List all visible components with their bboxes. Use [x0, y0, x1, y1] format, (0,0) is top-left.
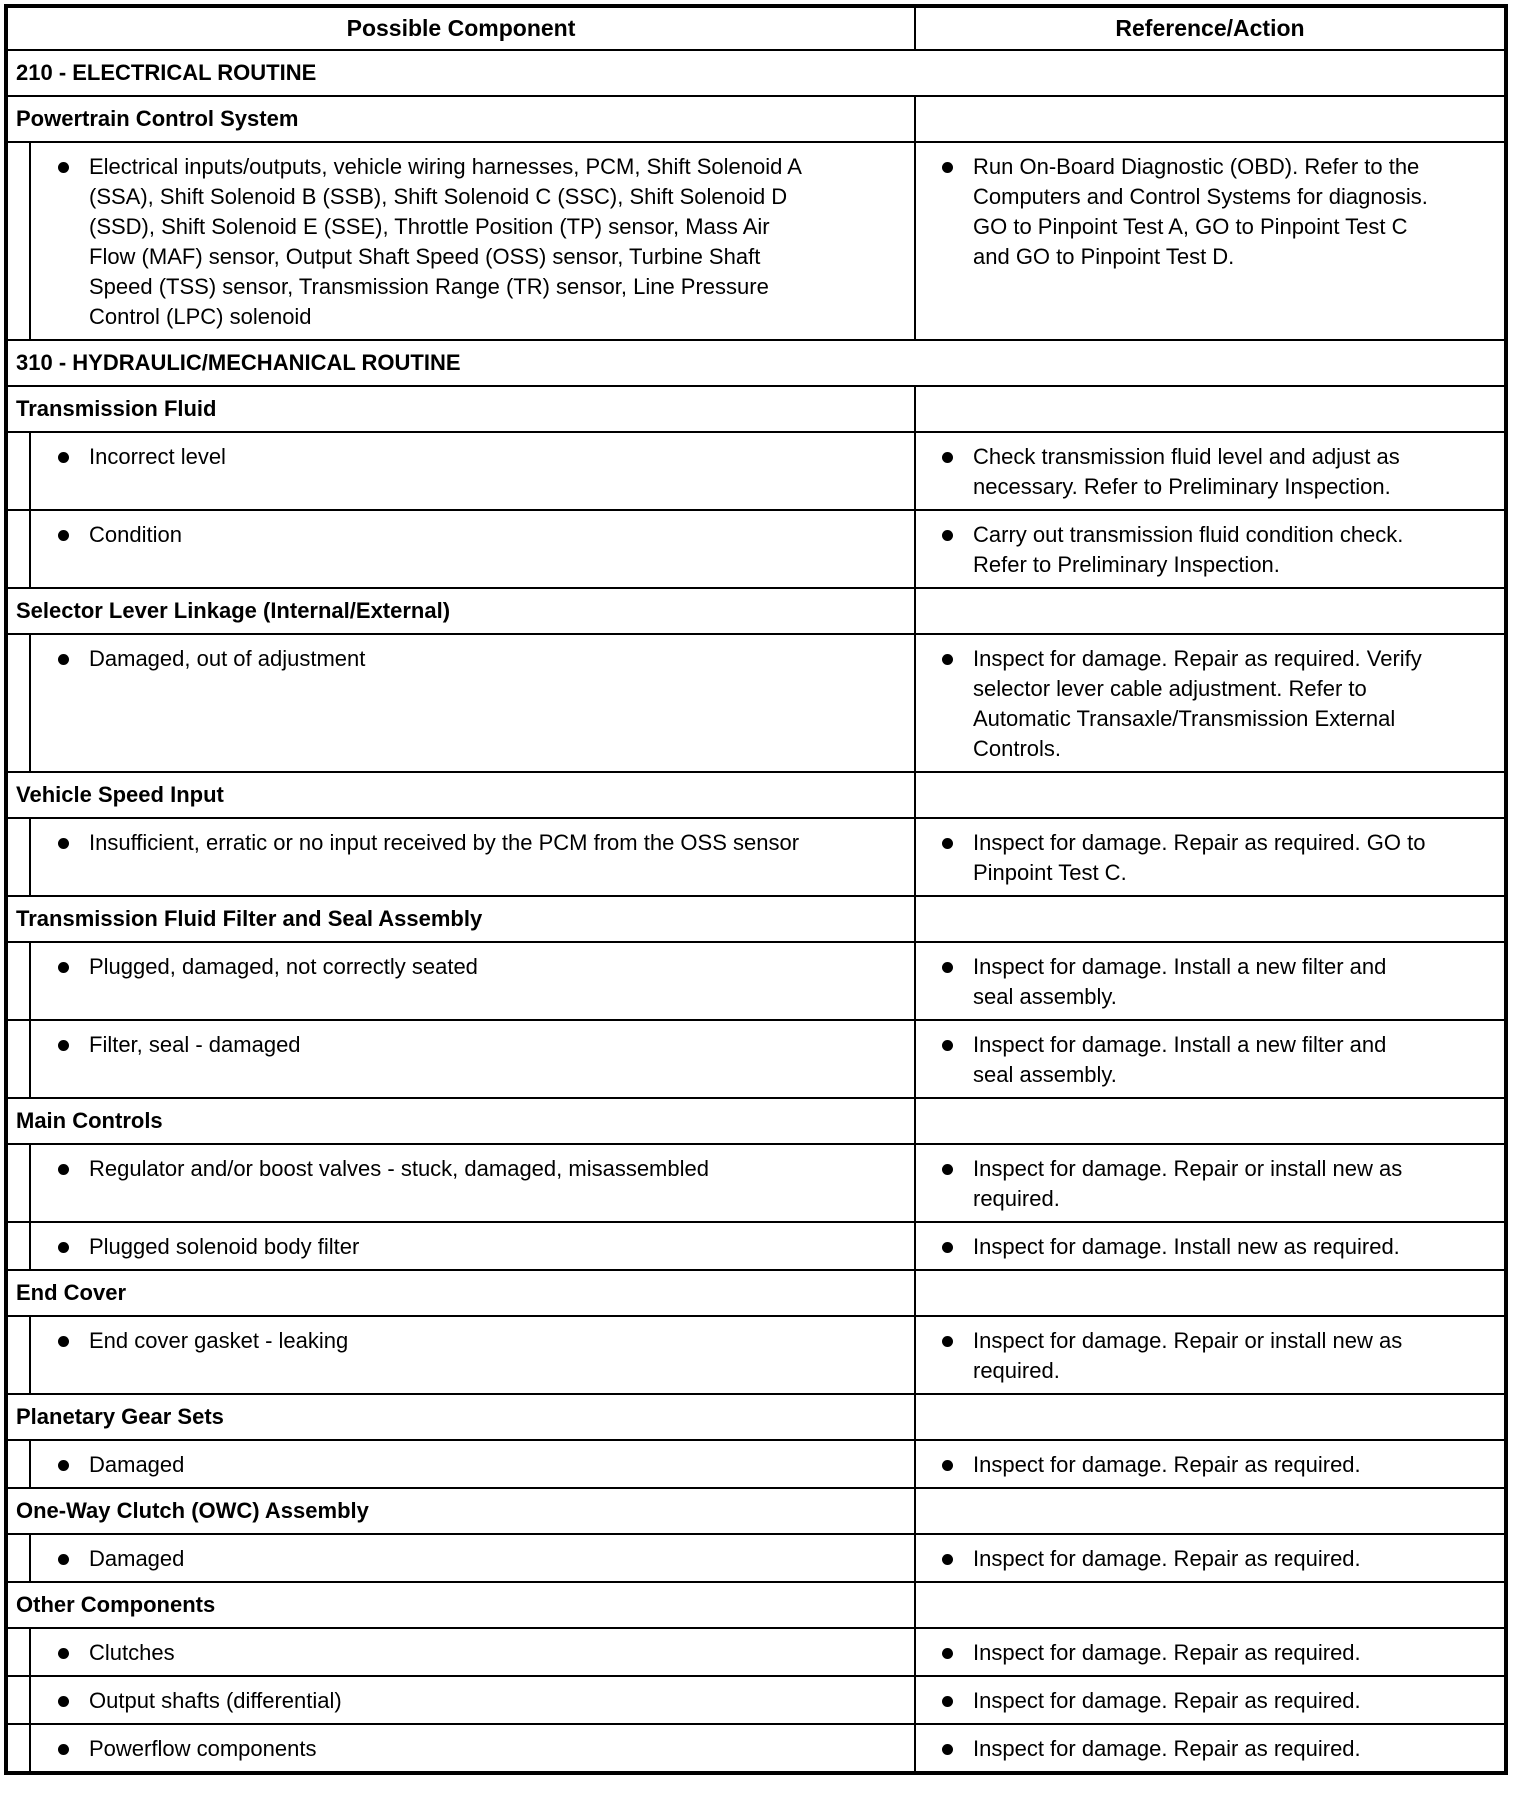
component-group-row — [8, 1489, 1504, 1535]
section-heading: 310 - HYDRAULIC/MECHANICAL ROUTINE — [16, 350, 461, 375]
reference-action-cell — [916, 1535, 1504, 1581]
bullet-icon — [942, 1460, 953, 1471]
text-line: Flow (MAF) sensor, Output Shaft Speed (OSS) sensor, Turbine Shaft — [89, 244, 761, 269]
text-line: Run On-Board Diagnostic (OBD). Refer to the — [973, 154, 1420, 179]
component-bullet-item — [8, 1232, 914, 1262]
possible-component-cell — [8, 1223, 916, 1269]
text-line: Inspect for damage. Install a new filter and — [973, 1032, 1387, 1057]
text-line: Check transmission fluid level and adjust as — [973, 444, 1400, 469]
empty-action-cell — [916, 1271, 1504, 1315]
component-group-row — [8, 1099, 1504, 1145]
bullet-icon — [58, 1696, 69, 1707]
text-line: (SSD), Shift Solenoid E (SSE), Throttle Position (TP) sensor, Mass Air — [89, 214, 770, 239]
possible-component-cell — [8, 943, 916, 1019]
text-line: Control (LPC) solenoid — [89, 304, 312, 329]
reference-action-cell — [916, 943, 1504, 1019]
possible-component-cell — [8, 635, 916, 771]
table-row — [8, 1535, 1504, 1583]
bullet-icon — [942, 1744, 953, 1755]
component-group-row — [8, 773, 1504, 819]
bullet-icon — [58, 1336, 69, 1347]
text-line: End cover gasket - leaking — [89, 1328, 349, 1353]
component-group-row — [8, 97, 1504, 143]
table-row — [8, 511, 1504, 589]
text-line: seal assembly. — [973, 1062, 1117, 1087]
text-line: Carry out transmission fluid condition check. — [973, 522, 1404, 547]
bullet-icon — [58, 1460, 69, 1471]
text-line: (SSA), Shift Solenoid B (SSB), Shift Solenoid C (SSC), Shift Solenoid D — [89, 184, 788, 209]
component-bullet-item — [8, 520, 914, 550]
table-row — [8, 143, 1504, 341]
possible-component-cell — [8, 1725, 916, 1771]
component-bullet-item — [8, 828, 914, 858]
action-bullet-item — [916, 1638, 1504, 1668]
text-line: Inspect for damage. Repair as required. Verify — [973, 646, 1422, 671]
text-line: Inspect for damage. Install new as required. — [973, 1234, 1400, 1259]
component-group-row — [8, 1271, 1504, 1317]
section-heading-row — [8, 51, 1504, 97]
empty-action-cell — [916, 387, 1504, 431]
table-row — [8, 1725, 1504, 1771]
possible-component-cell — [8, 1535, 916, 1581]
possible-component-cell — [8, 1441, 916, 1487]
text-line: required. — [973, 1186, 1060, 1211]
component-bullet-item — [8, 1686, 914, 1716]
bullet-icon — [58, 452, 69, 463]
possible-component-cell — [8, 819, 916, 895]
bullet-icon — [942, 452, 953, 463]
text-line: and GO to Pinpoint Test D. — [973, 244, 1235, 269]
component-group-row — [8, 897, 1504, 943]
text-line: Damaged — [89, 1452, 185, 1477]
component-bullet-item — [8, 1638, 914, 1668]
text-line: Automatic Transaxle/Transmission External — [973, 706, 1396, 731]
table-row — [8, 1677, 1504, 1725]
column-header-possible-component: Possible Component — [8, 8, 916, 49]
action-bullet-item — [916, 1154, 1504, 1214]
bullet-icon — [942, 1554, 953, 1565]
component-bullet-item — [8, 442, 914, 472]
component-group-row — [8, 1395, 1504, 1441]
component-group-row — [8, 1583, 1504, 1629]
possible-component-cell — [8, 1677, 916, 1723]
reference-action-cell — [916, 1021, 1504, 1097]
reference-action-cell — [916, 1145, 1504, 1221]
action-bullet-item — [916, 644, 1504, 764]
action-bullet-item — [916, 1686, 1504, 1716]
empty-action-cell — [916, 97, 1504, 141]
text-line: Output shafts (differential) — [89, 1688, 342, 1713]
text-line: Inspect for damage. Repair as required. — [973, 1452, 1361, 1477]
text-line: Inspect for damage. Repair as required. — [973, 1688, 1361, 1713]
text-line: Powerflow components — [89, 1736, 317, 1761]
text-line: Inspect for damage. Repair as required. — [973, 1736, 1361, 1761]
empty-action-cell — [916, 1099, 1504, 1143]
empty-action-cell — [916, 1583, 1504, 1627]
text-line: Damaged — [89, 1546, 185, 1571]
bullet-icon — [58, 1554, 69, 1565]
bullet-icon — [58, 530, 69, 541]
text-line: Inspect for damage. Repair or install new as — [973, 1328, 1403, 1353]
text-line: Regulator and/or boost valves - stuck, damaged, misassembled — [89, 1156, 709, 1181]
component-group-heading: Main Controls — [8, 1099, 916, 1143]
component-bullet-item — [8, 1154, 914, 1184]
reference-action-cell — [916, 1725, 1504, 1771]
component-bullet-item — [8, 1030, 914, 1060]
reference-action-cell — [916, 143, 1504, 339]
bullet-icon — [942, 654, 953, 665]
text-line: Inspect for damage. Repair as required. GO to — [973, 830, 1426, 855]
component-group-heading: Transmission Fluid Filter and Seal Assembly — [8, 897, 916, 941]
table-row — [8, 1021, 1504, 1099]
bullet-icon — [942, 1696, 953, 1707]
bullet-icon — [942, 530, 953, 541]
table-row — [8, 1441, 1504, 1489]
text-line: Condition — [89, 522, 182, 547]
empty-action-cell — [916, 897, 1504, 941]
component-bullet-item — [8, 1734, 914, 1764]
component-group-heading: Transmission Fluid — [8, 387, 916, 431]
reference-action-cell — [916, 511, 1504, 587]
empty-action-cell — [916, 1395, 1504, 1439]
column-header-reference-action: Reference/Action — [1115, 15, 1305, 41]
text-line: GO to Pinpoint Test A, GO to Pinpoint Test C — [973, 214, 1408, 239]
component-group-heading: One-Way Clutch (OWC) Assembly — [8, 1489, 916, 1533]
bullet-icon — [942, 162, 953, 173]
bullet-icon — [942, 1040, 953, 1051]
component-group-row — [8, 589, 1504, 635]
bullet-icon — [58, 654, 69, 665]
component-bullet-item — [8, 152, 914, 332]
text-line: Inspect for damage. Install a new filter and — [973, 954, 1387, 979]
component-group-heading: End Cover — [8, 1271, 916, 1315]
text-line: selector lever cable adjustment. Refer to — [973, 676, 1367, 701]
reference-action-cell — [916, 433, 1504, 509]
text-line: Incorrect level — [89, 444, 226, 469]
text-line: Inspect for damage. Repair or install new as — [973, 1156, 1403, 1181]
text-line: Electrical inputs/outputs, vehicle wiring harnesses, PCM, Shift Solenoid A — [89, 154, 802, 179]
empty-action-cell — [916, 1489, 1504, 1533]
text-line: Controls. — [973, 736, 1062, 761]
text-line: Computers and Control Systems for diagnosis. — [973, 184, 1428, 209]
component-bullet-item — [8, 644, 914, 674]
possible-component-cell — [8, 433, 916, 509]
possible-component-cell — [8, 1629, 916, 1675]
reference-action-cell — [916, 1677, 1504, 1723]
action-bullet-item — [916, 442, 1504, 502]
component-group-heading: Powertrain Control System — [8, 97, 916, 141]
possible-component-cell — [8, 1317, 916, 1393]
table-row — [8, 635, 1504, 773]
table-header-row — [8, 8, 1504, 51]
action-bullet-item — [916, 1232, 1504, 1262]
component-bullet-item — [8, 1544, 914, 1574]
reference-action-cell — [916, 1441, 1504, 1487]
section-heading: 210 - ELECTRICAL ROUTINE — [16, 60, 317, 85]
possible-component-cell — [8, 1145, 916, 1221]
text-line: Plugged, damaged, not correctly seated — [89, 954, 478, 979]
text-line: required. — [973, 1358, 1060, 1383]
action-bullet-item — [916, 952, 1504, 1012]
text-line: Clutches — [89, 1640, 175, 1665]
reference-action-cell — [916, 819, 1504, 895]
reference-action-cell — [916, 1629, 1504, 1675]
text-line: Pinpoint Test C. — [973, 860, 1127, 885]
text-line: Damaged, out of adjustment — [89, 646, 366, 671]
component-group-row — [8, 387, 1504, 433]
action-bullet-item — [916, 1030, 1504, 1090]
table-row — [8, 1317, 1504, 1395]
action-bullet-item — [916, 1326, 1504, 1386]
text-line: Speed (TSS) sensor, Transmission Range (TR) sensor, Line Pressure — [89, 274, 769, 299]
table-row — [8, 1223, 1504, 1271]
reference-action-cell — [916, 1223, 1504, 1269]
possible-component-cell — [8, 143, 916, 339]
section-heading-row — [8, 341, 1504, 387]
empty-action-cell — [916, 589, 1504, 633]
empty-action-cell — [916, 773, 1504, 817]
action-bullet-item — [916, 152, 1504, 272]
table-row — [8, 433, 1504, 511]
component-group-heading: Other Components — [8, 1583, 916, 1627]
action-bullet-item — [916, 520, 1504, 580]
reference-action-cell — [916, 1317, 1504, 1393]
table-row — [8, 819, 1504, 897]
text-line: Plugged solenoid body filter — [89, 1234, 360, 1259]
bullet-icon — [942, 1336, 953, 1347]
text-line: Filter, seal - damaged — [89, 1032, 301, 1057]
action-bullet-item — [916, 1734, 1504, 1764]
bullet-icon — [58, 1648, 69, 1659]
text-line: necessary. Refer to Preliminary Inspection. — [973, 474, 1391, 499]
component-group-heading: Vehicle Speed Input — [8, 773, 916, 817]
bullet-icon — [58, 1242, 69, 1253]
bullet-icon — [58, 1040, 69, 1051]
bullet-icon — [58, 962, 69, 973]
action-bullet-item — [916, 828, 1504, 888]
bullet-icon — [942, 838, 953, 849]
diagnosis-table — [4, 4, 1508, 1775]
table-row — [8, 1629, 1504, 1677]
component-group-heading: Selector Lever Linkage (Internal/External) — [8, 589, 916, 633]
bullet-icon — [58, 838, 69, 849]
reference-action-cell — [916, 635, 1504, 771]
text-line: Inspect for damage. Repair as required. — [973, 1546, 1361, 1571]
bullet-icon — [58, 1164, 69, 1175]
bullet-icon — [58, 162, 69, 173]
text-line: Inspect for damage. Repair as required. — [973, 1640, 1361, 1665]
component-bullet-item — [8, 952, 914, 982]
component-bullet-item — [8, 1450, 914, 1480]
action-bullet-item — [916, 1544, 1504, 1574]
table-row — [8, 1145, 1504, 1223]
possible-component-cell — [8, 511, 916, 587]
bullet-icon — [58, 1744, 69, 1755]
component-group-heading: Planetary Gear Sets — [8, 1395, 916, 1439]
text-line: seal assembly. — [973, 984, 1117, 1009]
text-line: Refer to Preliminary Inspection. — [973, 552, 1280, 577]
bullet-icon — [942, 1164, 953, 1175]
bullet-icon — [942, 1242, 953, 1253]
possible-component-cell — [8, 1021, 916, 1097]
bullet-icon — [942, 1648, 953, 1659]
component-bullet-item — [8, 1326, 914, 1356]
action-bullet-item — [916, 1450, 1504, 1480]
text-line: Insufficient, erratic or no input received by the PCM from the OSS sensor — [89, 830, 800, 855]
bullet-icon — [942, 962, 953, 973]
table-row — [8, 943, 1504, 1021]
